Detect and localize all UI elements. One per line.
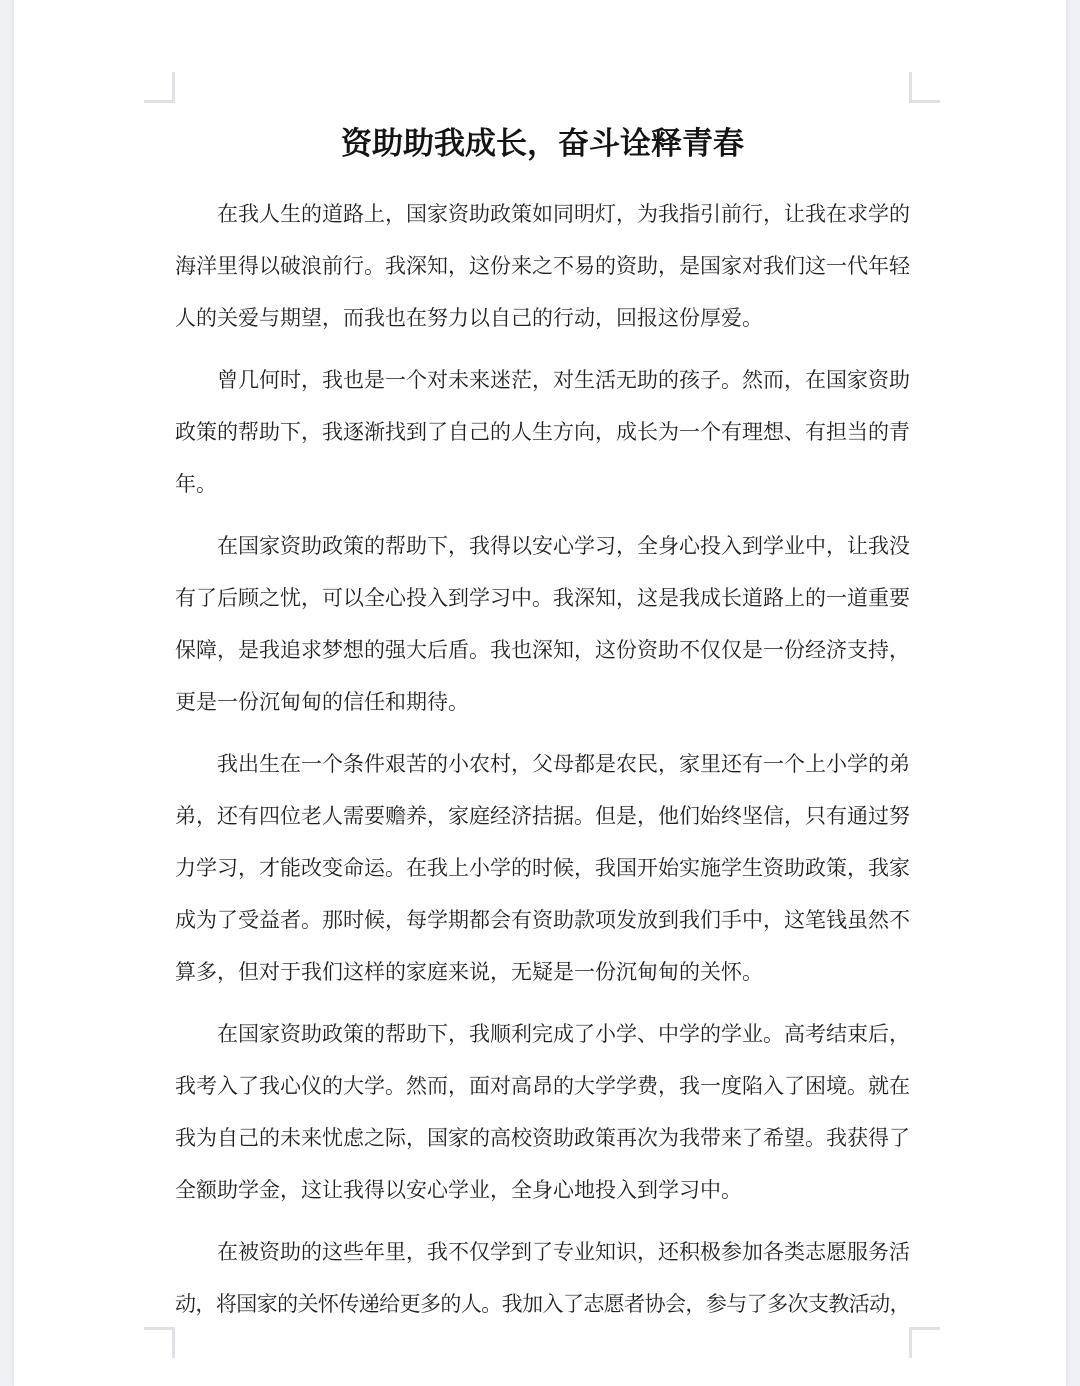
text-line: 弟，还有四位老人需要赡养，家庭经济拮据。但是，他们始终坚信，只有通过努	[175, 805, 910, 828]
text-boundary-mark-bottom-right	[909, 1327, 940, 1358]
text-boundary-mark-top-left	[144, 72, 175, 103]
paragraph	[175, 739, 910, 999]
text-line: 在国家资助政策的帮助下，我得以安心学习，全身心投入到学业中，让我没	[217, 535, 910, 558]
document-title: 资助助我成长，奋斗诠释青春	[341, 126, 744, 161]
paragraph	[175, 355, 910, 511]
paragraph	[175, 521, 910, 729]
text-line: 在我人生的道路上，国家资助政策如同明灯，为我指引前行，让我在求学的	[217, 203, 910, 226]
paragraphs-container	[175, 189, 910, 1331]
text-boundary-mark-bottom-left	[144, 1327, 175, 1358]
text-line: 人的关爱与期望，而我也在努力以自己的行动，回报这份厚爱。	[175, 307, 763, 330]
text-line: 曾几何时，我也是一个对未来迷茫，对生活无助的孩子。然而，在国家资助	[217, 369, 910, 392]
paragraph	[175, 1227, 910, 1331]
document-page	[13, 0, 1067, 1386]
text-line: 有了后顾之忧，可以全心投入到学习中。我深知，这是我成长道路上的一道重要	[175, 587, 910, 610]
text-line: 我出生在一个条件艰苦的小农村，父母都是农民，家里还有一个上小学的弟	[217, 753, 910, 776]
text-line: 海洋里得以破浪前行。我深知，这份来之不易的资助，是国家对我们这一代年轻	[175, 255, 910, 278]
text-line: 保障，是我追求梦想的强大后盾。我也深知，这份资助不仅仅是一份经济支持，	[175, 639, 910, 662]
document-body	[175, 101, 910, 1331]
text-line: 政策的帮助下，我逐渐找到了自己的人生方向，成长为一个有理想、有担当的青	[175, 421, 910, 444]
text-line: 我考入了我心仪的大学。然而，面对高昂的大学学费，我一度陷入了困境。就在	[175, 1075, 910, 1098]
text-line: 在国家资助政策的帮助下，我顺利完成了小学、中学的学业。高考结束后，	[217, 1023, 910, 1046]
text-line: 力学习，才能改变命运。在我上小学的时候，我国开始实施学生资助政策，我家	[175, 857, 910, 880]
text-line: 全额助学金，这让我得以安心学业，全身心地投入到学习中。	[175, 1179, 742, 1202]
text-line: 动，将国家的关怀传递给更多的人。我加入了志愿者协会，参与了多次支教活动，	[175, 1293, 910, 1316]
paragraph	[175, 1009, 910, 1217]
text-line: 算多，但对于我们这样的家庭来说，无疑是一份沉甸甸的关怀。	[175, 961, 763, 984]
paragraph	[175, 189, 910, 345]
text-line: 我为自己的未来忧虑之际，国家的高校资助政策再次为我带来了希望。我获得了	[175, 1127, 910, 1150]
text-line: 年。	[175, 473, 217, 496]
text-line: 成为了受益者。那时候，每学期都会有资助款项发放到我们手中，这笔钱虽然不	[175, 909, 910, 932]
text-boundary-mark-top-right	[909, 72, 940, 103]
text-line: 在被资助的这些年里，我不仅学到了专业知识，还积极参加各类志愿服务活	[217, 1241, 910, 1264]
text-line: 更是一份沉甸甸的信任和期待。	[175, 691, 469, 714]
